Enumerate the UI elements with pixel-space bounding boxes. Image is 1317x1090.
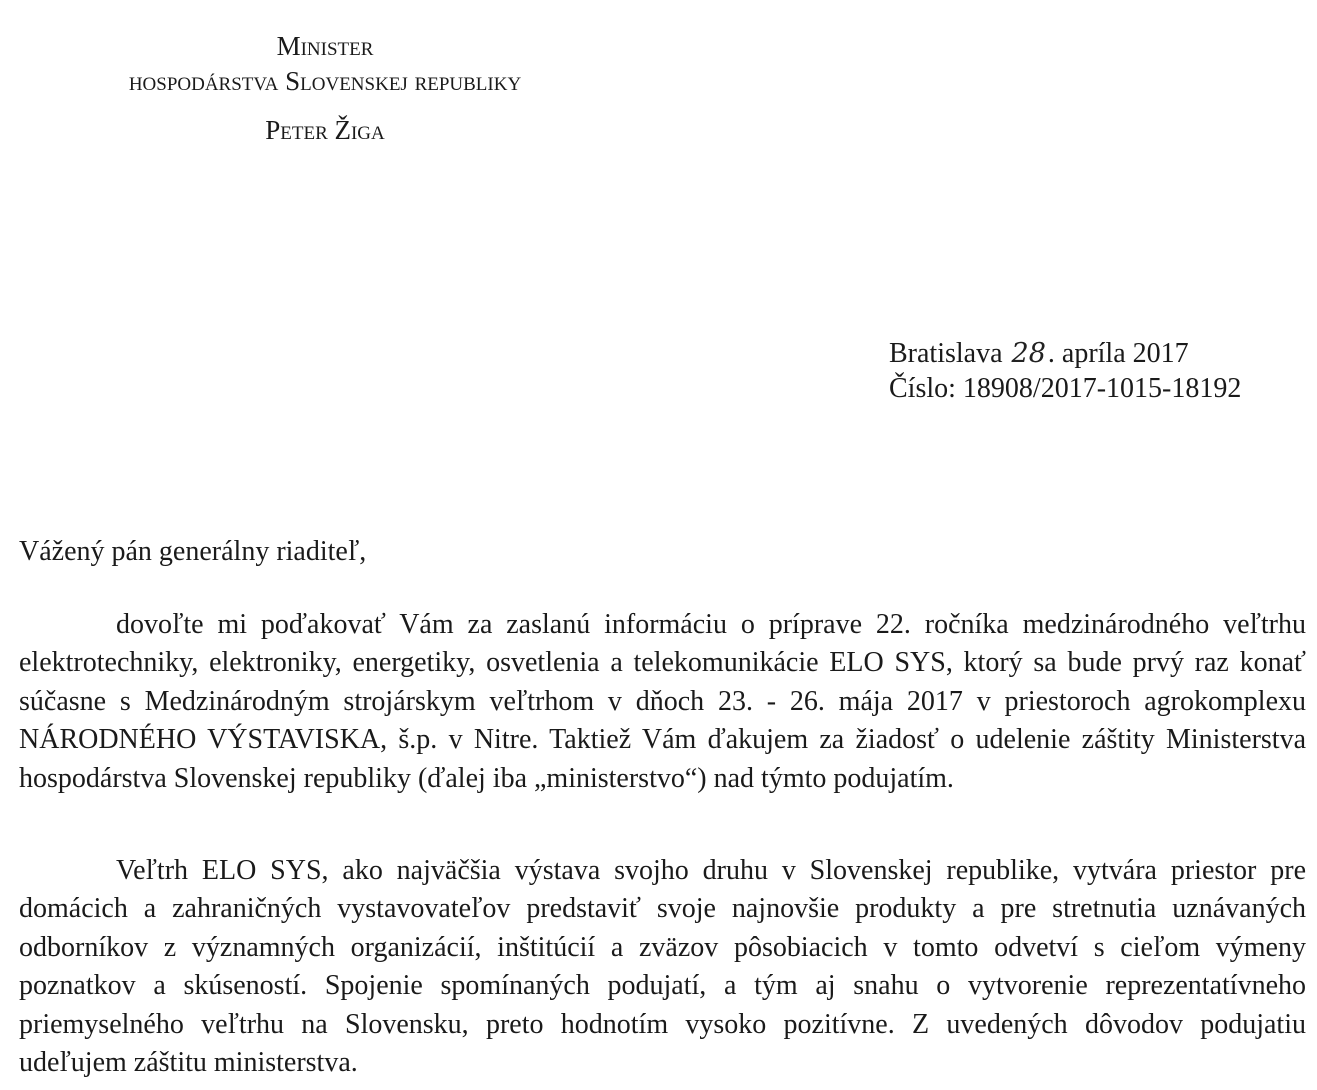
body-paragraph-1: dovoľte mi poďakovať Vám za zaslanú informáciu o príprave 22. ročníka medzinárodného veľtrhu elektrotechniky, elektroniky, energetiky, osvetlenia a telekomunikácie ELO SYS, ktorý sa bude prvý raz konať súčasne s Medzinárodným strojárskym veľtrhom v dňoch 23. - 26. mája 2017 v priestoroch agrokomplexu NÁRODNÉHO VÝSTAVISKA, š.p. v Nitre. Taktiež Vám ďakujem za žiadosť o udelenie záštity Ministerstva hospodárstva Slovenskej republiky (ďalej iba „ministerstvo“) nad týmto podujatím.	[19, 609, 1306, 794]
letterhead-title: Minister	[276, 31, 374, 61]
letterhead	[30, 26, 620, 150]
date-day-handwritten: 28	[1011, 338, 1046, 369]
date-line	[889, 336, 1241, 371]
letterhead-ministry: hospodárstva Slovenskej republiky	[128, 66, 522, 96]
body-paragraph-2: Veľtrh ELO SYS, ako najväčšia výstava svojho druhu v Slovenskej republike, vytvára priestor pre domácich a zahraničných vystavovateľov predstaviť svoje najnovšie produkty a pre stretnutia uznávaných odborníkov z významných organizácií, inštitúcií a zväzov pôsobiacich v tomto odvetví s cieľom výmeny poznatkov a skúseností. Spojenie spomínaných podujatí, a tým aj snahu o vytvorenie reprezentatívneho priemyselného veľtrhu na Slovensku, preto hodnotím vysoko pozitívne. Z uvedených dôvodov podujatiu udeľujem záštitu ministerstva.	[19, 855, 1306, 1079]
date-rest: . apríla 2017	[1047, 338, 1189, 369]
letter-meta	[889, 336, 1241, 406]
reference-line	[889, 371, 1241, 406]
date-place: Bratislava	[889, 338, 1003, 369]
letterhead-name: Peter Žiga	[265, 115, 385, 145]
reference-label: Číslo:	[889, 373, 956, 404]
salutation: Vážený pán generálny riaditeľ,	[19, 536, 367, 567]
reference-number: 18908/2017-1015-18192	[962, 373, 1242, 404]
